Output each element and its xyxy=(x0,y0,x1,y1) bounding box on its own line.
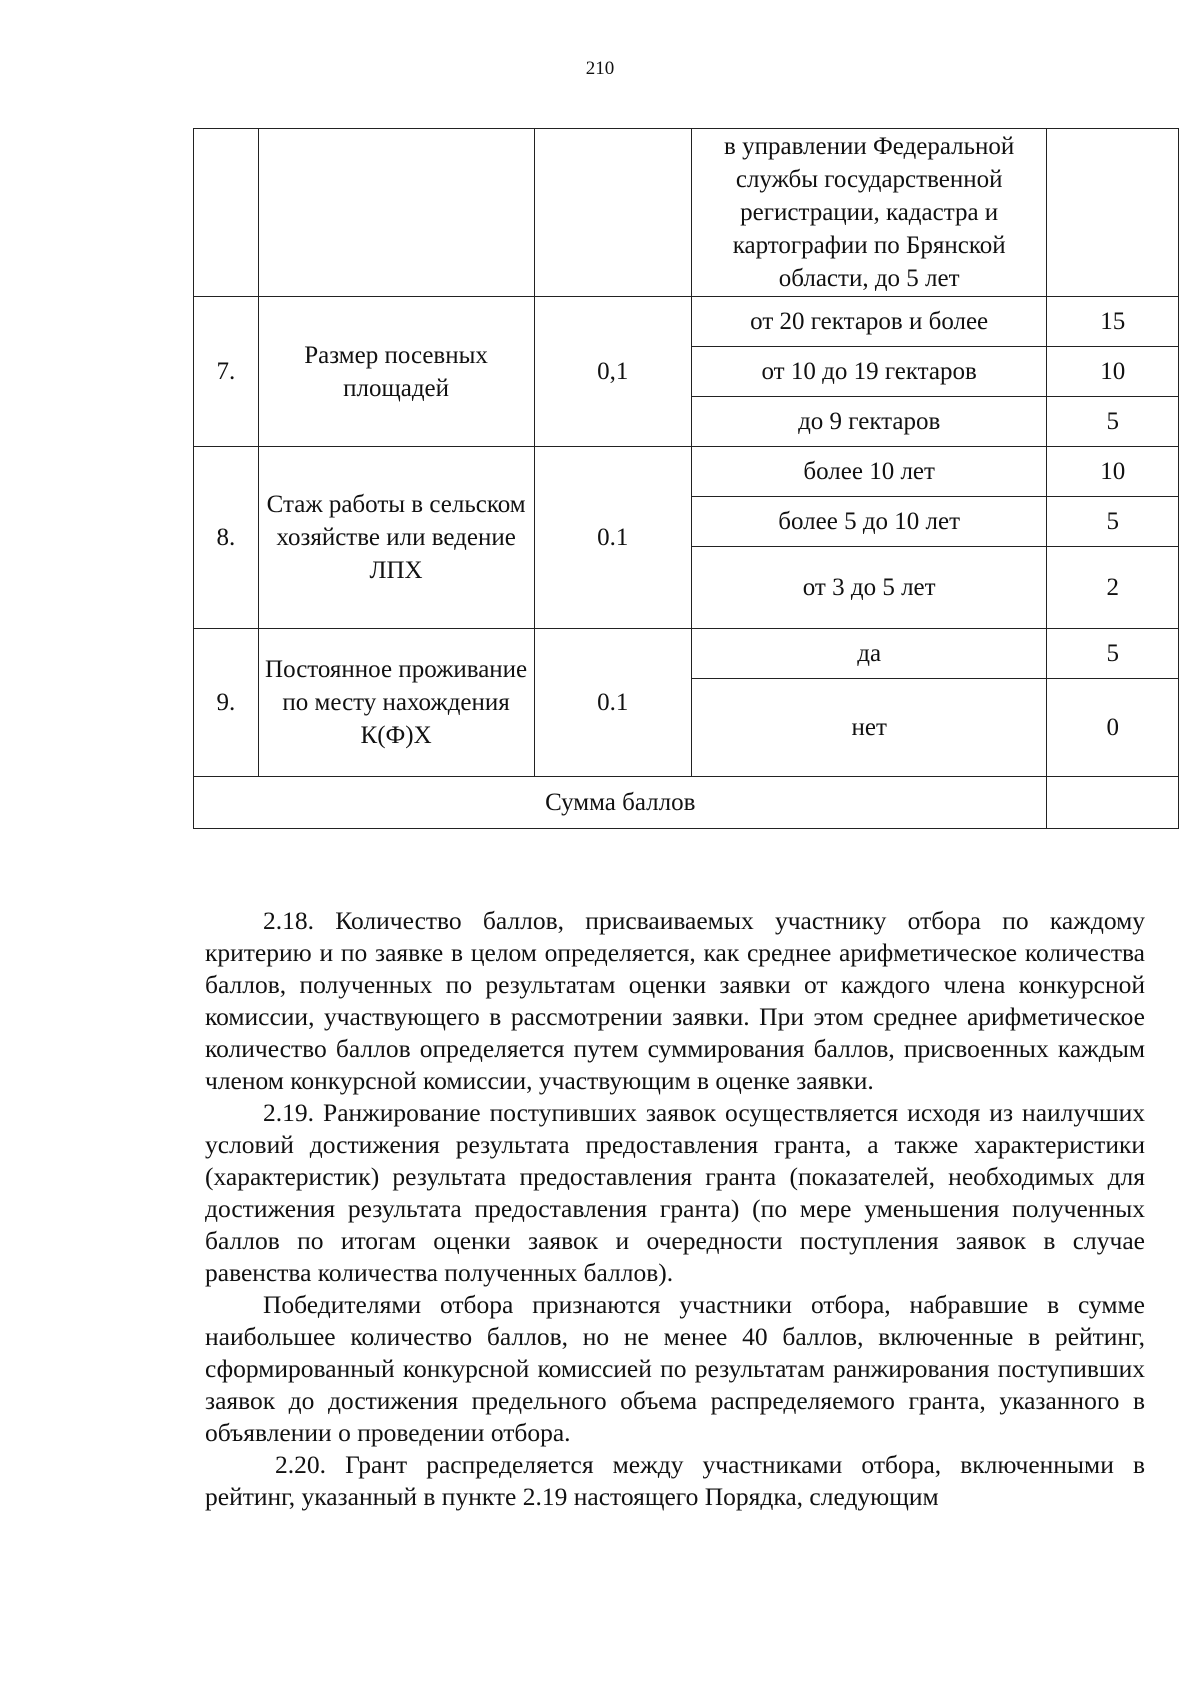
page-number: 210 xyxy=(585,58,615,79)
option-score: 10 xyxy=(1047,347,1179,397)
criteria-table xyxy=(193,128,1179,829)
criterion-name: Размер посевных площадей xyxy=(258,297,534,447)
criterion-number: 9. xyxy=(194,629,259,777)
option-label: до 9 гектаров xyxy=(691,397,1047,447)
criterion-weight: 0,1 xyxy=(534,297,691,447)
continuation-text: в управлении Федеральной службы государственной регистрации, кадастра и картографии по Брянской области, до 5 лет xyxy=(691,129,1047,297)
table-row xyxy=(194,447,1179,497)
criterion-name: Постоянное проживание по месту нахождения К(Ф)Х xyxy=(258,629,534,777)
paragraph: 2.18. Количество баллов, присваиваемых участнику отбора по каждому критерию и по заявке в целом определяется, как среднее арифметическое количества баллов, полученных по результатам оценки заявки от каждого члена конкурсной комиссии, участвующего в рассмотрении заявки. При этом среднее арифметическое количество баллов определяется путем суммирования баллов, присвоенных каждым членом конкурсной комиссии, участвующим в оценке заявки. xyxy=(205,906,1145,1095)
criterion-number: 7. xyxy=(194,297,259,447)
table-cell-empty xyxy=(194,129,259,297)
option-label: да xyxy=(691,629,1047,679)
table-row xyxy=(194,777,1179,829)
paragraph: Победителями отбора признаются участники отбора, набравшие в сумме наибольшее количество баллов, но не менее 40 баллов, включенные в рейтинг, сформированный конкурсной комиссией по результатам ранжирования поступивших заявок до достижения предельного объема распределяемого гранта, указанного в объявлении о проведении отбора. xyxy=(205,1290,1145,1447)
option-score: 5 xyxy=(1047,397,1179,447)
criterion-name: Стаж работы в сельском хозяйстве или ведение ЛПХ xyxy=(258,447,534,629)
paragraph: 2.19. Ранжирование поступивших заявок осуществляется исходя из наилучших условий достижения результата предоставления гранта, а также характеристики (характеристик) результата предоставления гранта (показателей, необходимых для достижения результата предоставления гранта) (по мере уменьшения полученных баллов по итогам оценки заявок и очередности поступления заявок в случае равенства количества полученных баллов). xyxy=(205,1098,1145,1287)
paragraph: 2.20. Грант распределяется между участниками отбора, включенными в рейтинг, указанный в пункте 2.19 настоящего Порядка, следующим xyxy=(205,1450,1145,1511)
option-label: от 20 гектаров и более xyxy=(691,297,1047,347)
option-label: более 10 лет xyxy=(691,447,1047,497)
table-cell-empty xyxy=(258,129,534,297)
criterion-weight: 0.1 xyxy=(534,447,691,629)
table-cell-empty xyxy=(1047,129,1179,297)
option-score: 5 xyxy=(1047,497,1179,547)
option-score: 2 xyxy=(1047,547,1179,629)
sum-value xyxy=(1047,777,1179,829)
option-score: 5 xyxy=(1047,629,1179,679)
option-label: нет xyxy=(691,679,1047,777)
option-score: 10 xyxy=(1047,447,1179,497)
option-label: от 10 до 19 гектаров xyxy=(691,347,1047,397)
criterion-weight: 0.1 xyxy=(534,629,691,777)
body-text xyxy=(205,905,1145,1513)
sum-label: Сумма баллов xyxy=(194,777,1047,829)
criterion-number: 8. xyxy=(194,447,259,629)
table-row xyxy=(194,629,1179,679)
option-label: более 5 до 10 лет xyxy=(691,497,1047,547)
option-score: 15 xyxy=(1047,297,1179,347)
option-label: от 3 до 5 лет xyxy=(691,547,1047,629)
table-row xyxy=(194,129,1179,297)
table-row xyxy=(194,297,1179,347)
table-cell-empty xyxy=(534,129,691,297)
option-score: 0 xyxy=(1047,679,1179,777)
